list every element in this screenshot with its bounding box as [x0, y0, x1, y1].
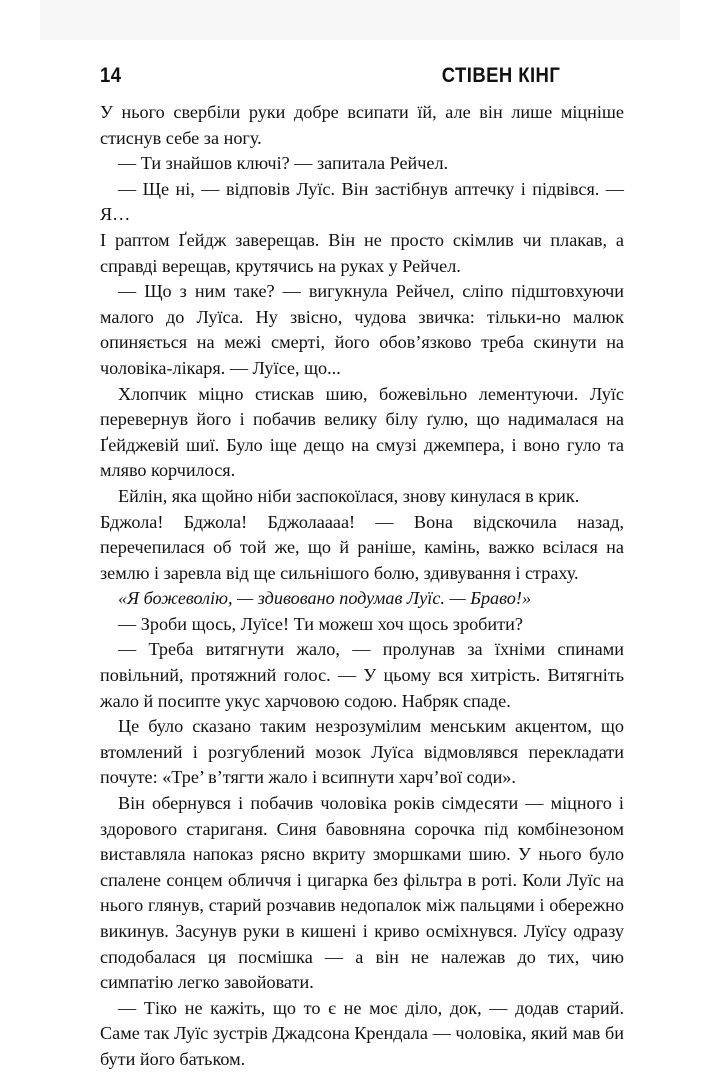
paragraph: У нього свербіли руки добре всипати їй, але він лише міцніше стиснув себе за ногу.: [100, 102, 624, 148]
paragraph-italic: «Я божеволію, — здивовано подумав Луїс. — Браво!»: [118, 588, 532, 609]
paragraph: — Ти знайшов ключі? — запитала Рейчел.: [118, 153, 449, 174]
paragraph: — Тіко не кажіть, що то є не моє діло, док, — додав старий. Саме так Луїс зустрів Джадсона Крендала — чоловіка, який мав би бути його батьком.: [100, 997, 624, 1069]
paragraph: Бджола! Бджола! Бджолаааа! — Вона відскочила назад, перечепилася об той же, що й раніше, камінь, важко всілася на землю і заревла від ще сильнішого болю, здивування і страху.: [100, 511, 624, 583]
book-text: [100, 100, 624, 1073]
running-head-author: СТІВЕН КІНГ: [441, 64, 561, 87]
paragraph: Він обернувся і побачив чоловіка років сімдесяти — міцного і здорового стариганя. Синя бавовняна сорочка під комбінезоном виставляла напоказ рясно вкриту зморшками шию. У нього було спалене сонцем обличчя і цигарка без фільтра в роті. Коли Луїс на нього глянув, старий розчавив недопалок між пальцями і обережно викинув. Засунув руки в кишені і криво осміхнувся. Луїсу одразу сподобалася ця посмішка — а він не належав до тих, чию симпатію легко завойовати.: [100, 793, 624, 993]
paragraph: — Зроби щось, Луїсе! Ти можеш хоч щось зробити?: [118, 613, 523, 634]
paragraph: Ейлін, яка щойно ніби заспокоїлася, знову кинулася в крик.: [118, 485, 580, 506]
paragraph: — Треба витягнути жало, — пролунав за їхніми спинами повільний, протяжний голос. — У цьому вся хитрість. Витягніть жало й посипте укус харчовою содою. Набряк спаде.: [100, 639, 624, 711]
paragraph: — Ще ні, — відповів Луїс. Він застібнув аптечку і підвівся. — Я…: [100, 178, 624, 225]
paragraph: — Що з ним таке? — вигукнула Рейчел, сліпо підштовхуючи малого до Луїса. Ну звісно, чудова звичка: тільки-но малюк опиняється на межі смерті, його обов’язково треба скинути на чоловіка-лікаря. — Луїсе, що...: [100, 281, 624, 378]
paragraph: Це було сказано таким незрозумілим менським акцентом, що втомлений і розгублений мозок Луїса відмовлявся перекладати почуте: «Тре’ в’тягти жало і всипнути харч’вої соди».: [100, 716, 624, 788]
paragraph: Хлопчик міцно стискав шию, божевільно лементуючи. Луїс перевернув його і побачив велику білу ґулю, що надималася на Ґейджевій шиї. Було іще дещо на смузі джемпера, і воно гуло та мляво корчилося.: [100, 383, 624, 481]
paragraph: І раптом Ґейдж заверещав. Він не просто скімлив чи плакав, а справді верещав, крутячись на руках у Рейчел.: [100, 229, 624, 276]
top-shade: [40, 0, 680, 40]
page-header: [100, 58, 560, 88]
page-number: 14: [100, 64, 122, 87]
